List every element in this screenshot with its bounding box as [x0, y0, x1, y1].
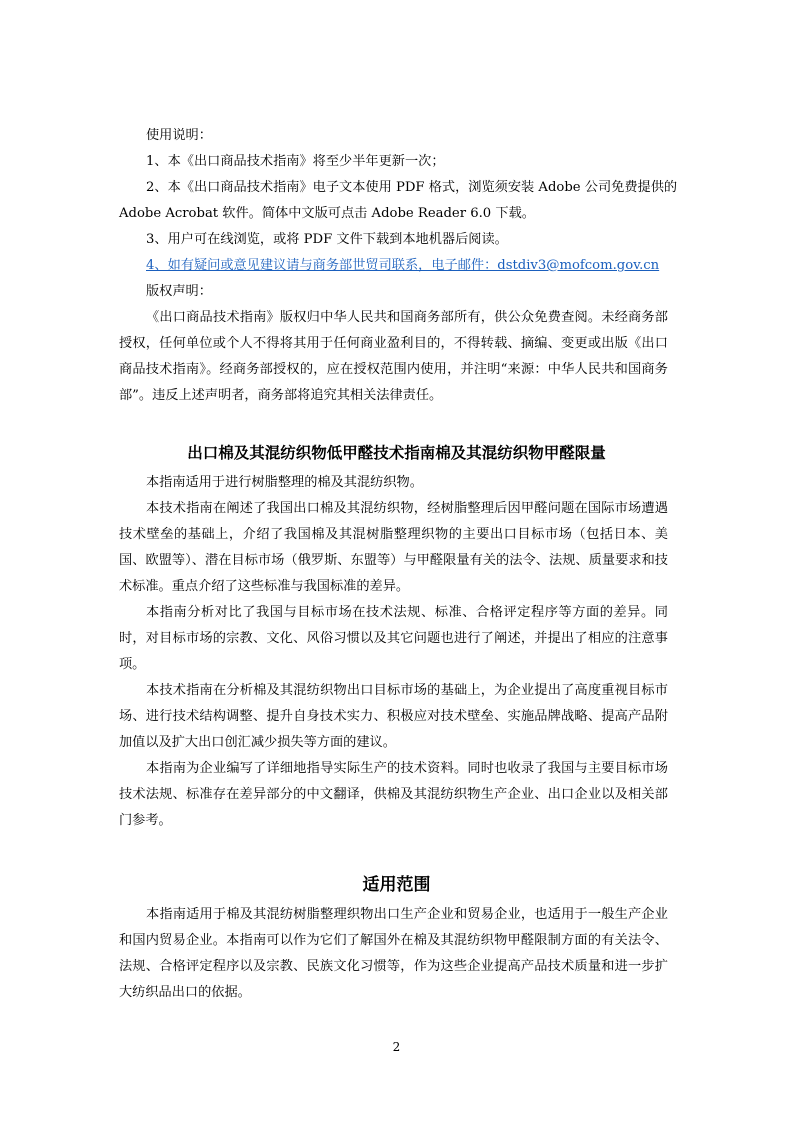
section-title-guide: 出口棉及其混纺织物低甲醛技术指南棉及其混纺织物甲醛限量 — [187, 444, 606, 462]
copyright-title: 版权声明： — [146, 284, 212, 299]
section1-paragraph-2: 本技术指南在阐述了我国出口棉及其混纺织物，经树脂整理后因甲醛问题在国际市场遭遇技术壁垒的基础上，介绍了我国棉及其混树脂整理织物的主要出口目标市场（包括日本、美国、欧盟等）、潜在目标市场（俄罗斯、东盟等）与甲醛限量有关的法令、法规、质量要求和技术标准。重点介绍了这些标准与我国标准的差异。 — [119, 501, 668, 594]
usage-title: 使用说明： — [146, 128, 212, 143]
page-number: 2 — [392, 1040, 401, 1054]
usage-item-3: 3、用户可在线浏览，或将 PDF 文件下载到本地机器后阅读。 — [146, 232, 508, 247]
section-title-scope: 适用范围 — [362, 875, 431, 895]
section1-paragraph-3: 本指南分析对比了我国与目标市场在技术法规、标准、合格评定程序等方面的差异。同时，对目标市场的宗教、文化、风俗习惯以及其它问题也进行了阐述，并提出了相应的注意事项。 — [119, 605, 668, 672]
usage-item-2-line-1: 2、本《出口商品技术指南》电子文本使用 PDF 格式，浏览须安装 Adobe 公司免费提供的 — [146, 180, 678, 195]
section1-paragraph-5: 本指南为企业编写了详细地指导实际生产的技术资料。同时也收录了我国与主要目标市场技术法规、标准存在差异部分的中文翻译，供棉及其混纺织物生产企业、出口企业以及相关部门参考。 — [119, 761, 668, 828]
usage-item-1: 1、本《出口商品技术指南》将至少半年更新一次； — [146, 154, 445, 169]
contact-email-link[interactable]: 4、如有疑问或意见建议请与商务部世贸司联系，电子邮件：dstdiv3@mofcom.gov.cn — [146, 258, 660, 273]
usage-item-2-line-2: Adobe Acrobat 软件。简体中文版可点击 Adobe Reader 6.0 下载。 — [119, 206, 535, 221]
section2-paragraph-1: 本指南适用于棉及其混纺树脂整理织物出口生产企业和贸易企业，也适用于一般生产企业和国内贸易企业。本指南可以作为它们了解国外在棉及其混纺织物甲醛限制方面的有关法令、法规、合格评定程序以及宗教、民族文化习惯等，作为这些企业提高产品技术质量和进一步扩大纺织品出口的依据。 — [119, 907, 668, 1000]
section1-paragraph-4: 本技术指南在分析棉及其混纺织物出口目标市场的基础上，为企业提出了高度重视目标市场、进行技术结构调整、提升自身技术实力、积极应对技术壁垒、实施品牌战略、提高产品附加值以及扩大出口创汇减少损失等方面的建议。 — [119, 683, 668, 750]
section1-paragraph-1: 本指南适用于进行树脂整理的棉及其混纺织物。 — [146, 475, 423, 490]
copyright-body: 《出口商品技术指南》版权归中华人民共和国商务部所有，供公众免费查阅。未经商务部授权，任何单位或个人不得将其用于任何商业盈利目的，不得转载、摘编、变更或出版《出口商品技术指南》。经商务部授权的，应在授权范围内使用，并注明“来源：中华人民共和国商务部”。违反上述声明者，商务部将追究其相关法律责任。 — [119, 310, 668, 403]
